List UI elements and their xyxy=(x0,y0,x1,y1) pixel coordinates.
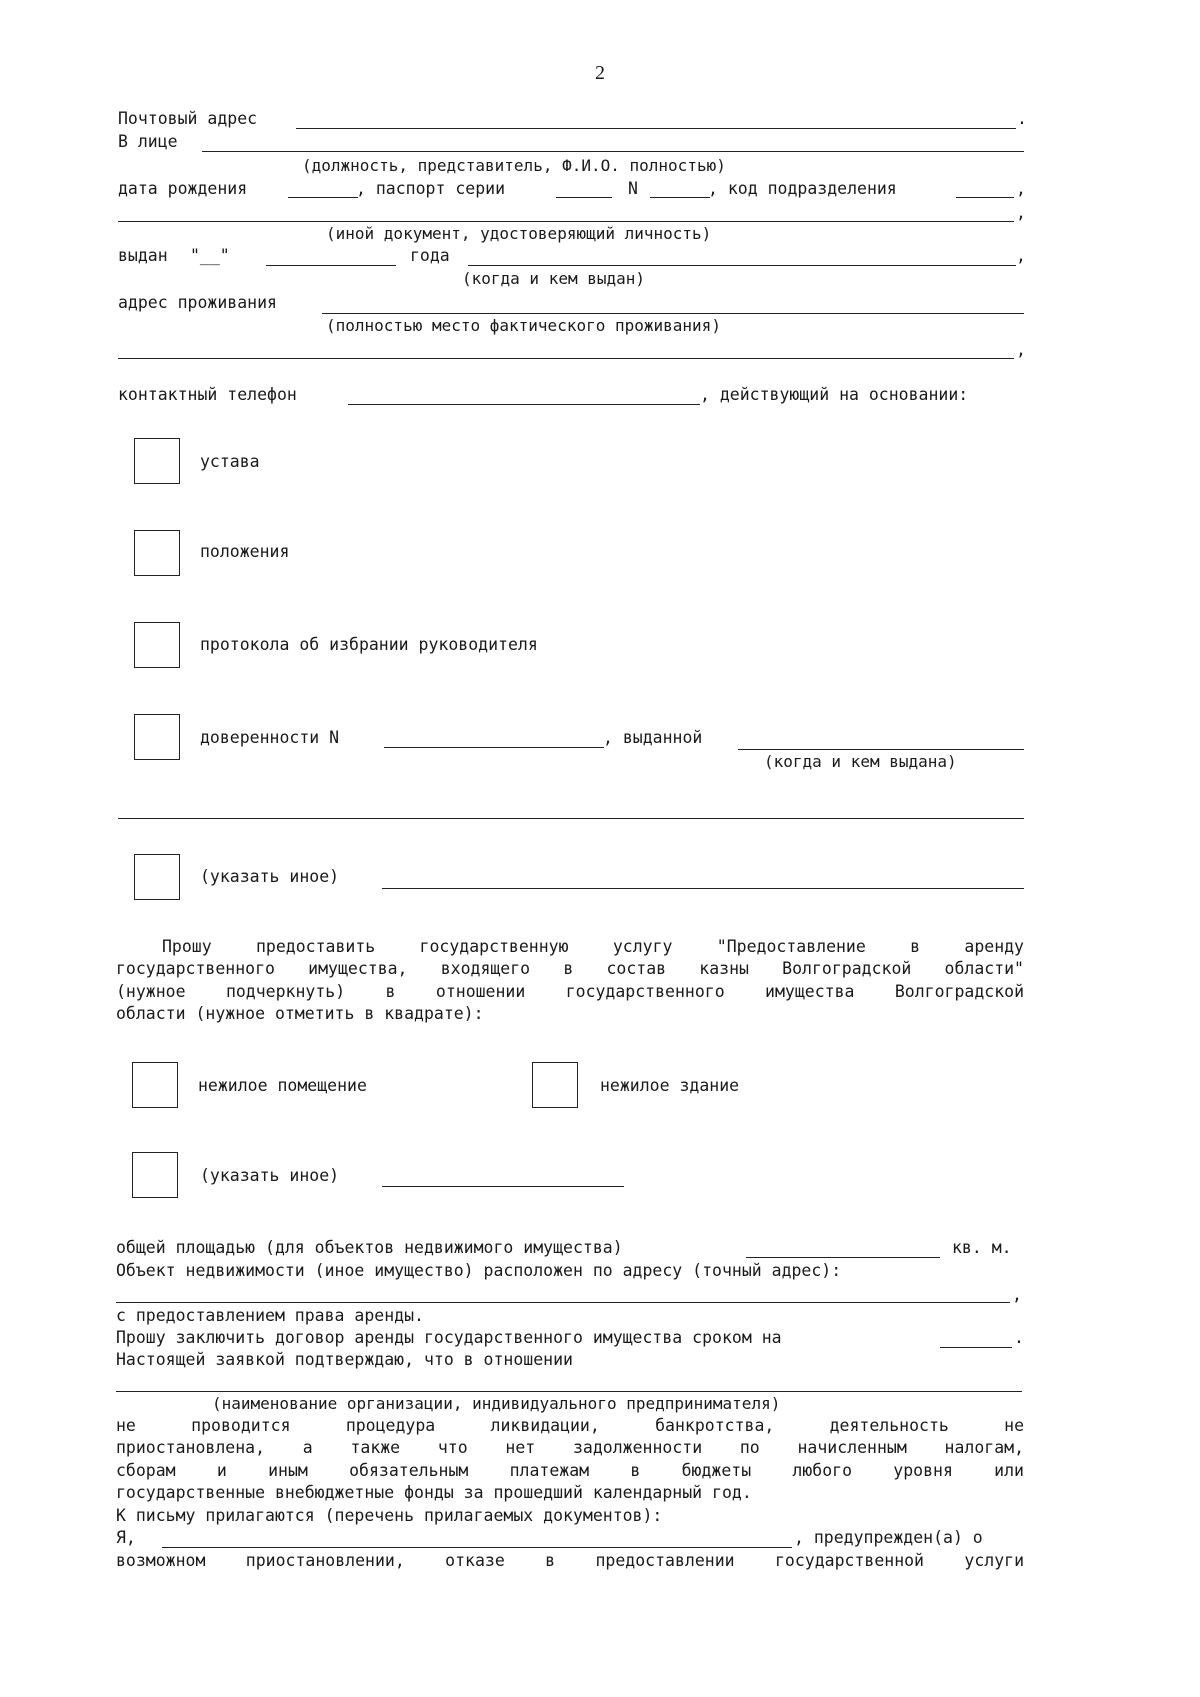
residence-caption: (полностью место фактического проживания) xyxy=(326,316,721,335)
confirm-text: Настоящей заявкой подтверждаю, что в отношении xyxy=(116,1350,573,1369)
phone-field[interactable] xyxy=(348,404,700,405)
other-basis-field[interactable] xyxy=(382,888,1024,889)
protocol-checkbox[interactable] xyxy=(134,622,180,668)
power-of-attorney-issued-field[interactable] xyxy=(738,749,1024,750)
issued-month-field[interactable] xyxy=(266,265,396,266)
person-label: В лице xyxy=(118,132,178,151)
nonresidential-premises-checkbox[interactable] xyxy=(132,1062,178,1108)
phone-suffix: , действующий на основании: xyxy=(700,385,969,404)
liquidation-line: государственные внебюджетные фонды за прошедший календарный год. xyxy=(116,1483,752,1502)
liquidation-paragraph xyxy=(116,1415,1024,1438)
request-line: области (нужное отметить в квадрате): xyxy=(116,1004,484,1023)
location-end: , xyxy=(1012,1285,1022,1304)
division-code-field[interactable] xyxy=(956,197,1014,198)
attachments-text: К письму прилагаются (перечень прилагаемых документов): xyxy=(116,1506,663,1525)
protocol-label: протокола об избрании руководителя xyxy=(200,635,538,654)
issued-by-field[interactable] xyxy=(468,265,1016,266)
request-line: государственного имущества, входящего в состав казны Волгоградской области" xyxy=(116,959,1024,978)
other-property-label: (указать иное) xyxy=(200,1166,340,1185)
other-basis-checkbox[interactable] xyxy=(134,854,180,900)
other-basis-label: (указать иное) xyxy=(200,867,340,886)
residence-field[interactable] xyxy=(322,313,1024,314)
contract-end: . xyxy=(1014,1328,1024,1347)
residence-end: , xyxy=(1016,340,1026,359)
phone-label: контактный телефон xyxy=(118,385,297,404)
other-id-document-field[interactable] xyxy=(118,221,1014,222)
power-of-attorney-checkbox[interactable] xyxy=(134,714,180,760)
warned-suffix: , предупрежден(а) о xyxy=(794,1528,983,1547)
power-of-attorney-number-field[interactable] xyxy=(384,747,604,748)
warned-prefix: Я, xyxy=(116,1528,136,1547)
issued-day-quote: "__" xyxy=(190,246,230,265)
final-line-text: возможном приостановлении, отказе в предоставлении государственной услуги xyxy=(116,1551,1024,1570)
person-field[interactable] xyxy=(202,151,1024,152)
location-field[interactable] xyxy=(116,1302,1010,1303)
passport-series-label: , паспорт серии xyxy=(356,179,506,198)
passport-number-field[interactable] xyxy=(650,197,710,198)
contract-term-field[interactable] xyxy=(940,1347,1012,1348)
issued-caption: (когда и кем выдан) xyxy=(462,269,646,288)
regulation-checkbox[interactable] xyxy=(134,530,180,576)
liquidation-paragraph-continued xyxy=(116,1460,1024,1483)
request-paragraph-end xyxy=(116,1003,1024,1026)
organization-caption: (наименование организации, индивидуального предпринимателя) xyxy=(212,1394,781,1413)
power-of-attorney-caption: (когда и кем выдана) xyxy=(764,752,957,771)
passport-series-field[interactable] xyxy=(556,197,612,198)
applicant-name-field[interactable] xyxy=(162,1547,792,1548)
liquidation-line: приостановлена, а также что нет задолженности по начисленным налогам, xyxy=(116,1438,1024,1457)
other-id-document-end: , xyxy=(1016,203,1026,222)
lease-right-text: с предоставлением права аренды. xyxy=(116,1306,424,1325)
page-number: 2 xyxy=(595,62,605,84)
other-id-document-caption: (иной документ, удостоверяющий личность) xyxy=(326,224,712,243)
postal-address-field[interactable] xyxy=(296,128,1016,129)
birth-row-end: , xyxy=(1016,179,1026,198)
location-label: Объект недвижимости (иное имущество) расположен по адресу (точный адрес): xyxy=(116,1261,842,1280)
power-of-attorney-issued-label: , выданной xyxy=(603,728,703,747)
passport-number-label: N xyxy=(628,179,638,198)
area-unit: кв. м. xyxy=(952,1238,1012,1257)
request-paragraph-continued xyxy=(116,958,1024,981)
area-label: общей площадью (для объектов недвижимого имущества) xyxy=(116,1238,623,1257)
nonresidential-building-label: нежилое здание xyxy=(600,1076,740,1095)
nonresidential-premises-label: нежилое помещение xyxy=(198,1076,367,1095)
request-line: (нужное подчеркнуть) в отношении государственного имущества Волгоградской xyxy=(116,982,1024,1001)
regulation-label: положения xyxy=(200,542,290,561)
division-code-label: , код подразделения xyxy=(708,179,897,198)
liquidation-line: не проводится процедура ликвидации, банкротства, деятельность не xyxy=(116,1416,1024,1435)
other-property-checkbox[interactable] xyxy=(132,1152,178,1198)
other-property-field[interactable] xyxy=(382,1186,624,1187)
issued-year-label: года xyxy=(410,246,450,265)
request-paragraph xyxy=(116,936,1024,959)
power-of-attorney-label: доверенности N xyxy=(200,728,340,747)
residence-continuation-field[interactable] xyxy=(118,358,1014,359)
postal-address-label: Почтовый адрес xyxy=(118,109,258,128)
residence-label: адрес проживания xyxy=(118,293,277,312)
liquidation-paragraph-continued xyxy=(116,1437,1024,1460)
organization-name-field[interactable] xyxy=(116,1391,1022,1392)
issued-label: выдан xyxy=(118,246,168,265)
issued-end: , xyxy=(1016,246,1026,265)
liquidation-paragraph-end xyxy=(116,1482,1024,1505)
contract-label: Прошу заключить договор аренды государственного имущества сроком на xyxy=(116,1328,782,1347)
charter-label: устава xyxy=(200,452,260,471)
request-paragraph-continued xyxy=(116,981,1024,1004)
birth-date-label: дата рождения xyxy=(118,179,248,198)
person-caption: (должность, представитель, Ф.И.О. полностью) xyxy=(302,156,726,175)
nonresidential-building-checkbox[interactable] xyxy=(532,1062,578,1108)
postal-address-end: . xyxy=(1017,109,1027,128)
request-line: Прошу предоставить государственную услугу "Предоставление в аренду xyxy=(162,937,1024,956)
power-of-attorney-continuation-field[interactable] xyxy=(118,818,1024,819)
birth-date-field[interactable] xyxy=(288,197,358,198)
charter-checkbox[interactable] xyxy=(134,438,180,484)
final-line xyxy=(116,1550,1024,1573)
area-field[interactable] xyxy=(746,1257,940,1258)
liquidation-line: сборам и иным обязательным платежам в бюджеты любого уровня или xyxy=(116,1461,1024,1480)
